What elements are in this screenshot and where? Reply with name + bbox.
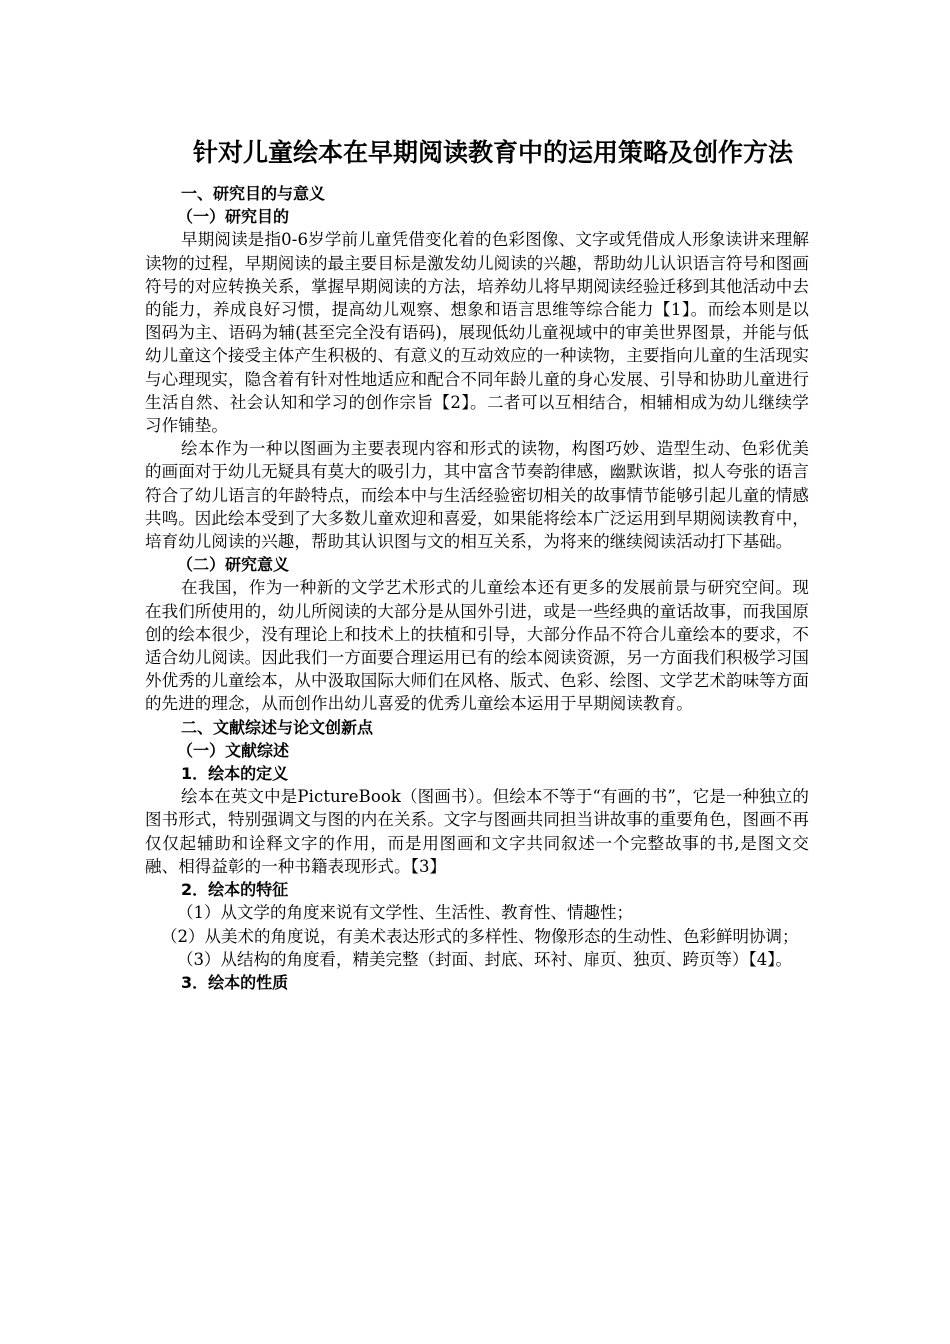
list-item-artistic: （2）从美术的角度说，有美术表达形式的多样性、物像形态的生动性、色彩鲜明协调；: [161, 926, 799, 946]
subsection-heading-purpose: （一）研究目的: [177, 207, 290, 227]
list-item-structural: （3）从结构的角度看，精美完整（封面、封底、环衬、扉页、独页、跨页等）【4】。: [177, 949, 792, 969]
paragraph-purpose-1: 早期阅读是指0-6岁学前儿童凭借变化着的色彩图像、文字或凭借成人形象读讲来理解读物的过程，早期阅读的最主要目标是激发幼儿阅读的兴趣，帮助幼儿认识语言符号和图画符号的对应转换关系，掌握早期阅读的方法，培养幼儿将早期阅读经验迁移到其他活动中去的能力，养成良好习惯，提高幼儿观察、想象和语言思维等综合能力【1】。而绘本则是以图码为主、语码为辅(甚至完全没有语码)，展现低幼儿童视域中的审美世界图景，并能与低幼儿童这个接受主体产生积极的、有意义的互动效应的一种读物，主要指向儿童的生活现实与心理现实，隐含着有针对性地适应和配合不同年龄儿童的身心发展、引导和协助儿童进行生活自然、社会认知和学习的创作宗旨【2】。二者可以互相结合，相辅相成为幼儿继续学习作铺垫。: [145, 230, 809, 436]
list-item-literary: （1）从文学的角度来说有文学性、生活性、教育性、情趣性；: [177, 903, 633, 923]
item-heading-nature: 3．绘本的性质: [181, 972, 289, 992]
paragraph-definition: 绘本在英文中是PictureBook（图画书）。但绘本不等于“有画的书”，它是一种独立的图书形式，特别强调文与图的内在关系。文字与图画共同担当讲故事的重要角色，图画不再仅仅起辅助和诠释文字的作用，而是用图画和文字共同叙述一个完整故事的书,是图文交融、相得益彰的一种书籍表现形式。【3】: [145, 787, 809, 876]
item-heading-definition: 1．绘本的定义: [181, 764, 289, 784]
subsection-heading-significance: （二）研究意义: [177, 555, 290, 575]
section-heading-2: 二、文献综述与论文创新点: [181, 717, 374, 737]
item-heading-features: 2．绘本的特征: [181, 880, 289, 900]
paragraph-significance: 在我国，作为一种新的文学艺术形式的儿童绘本还有更多的发展前景与研究空间。现在我们所使用的，幼儿所阅读的大部分是从国外引进，或是一些经典的童话故事，而我国原创的绘本很少，没有理论上和技术上的扶植和引导，大部分作品不符合儿童绘本的要求，不适合幼儿阅读。因此我们一方面要合理运用已有的绘本阅读资源，另一方面我们积极学习国外优秀的儿童绘本，从中汲取国际大师们在风格、版式、色彩、绘图、文学艺术韵味等方面的先进的理念，从而创作出幼儿喜爱的优秀儿童绘本运用于早期阅读教育。: [145, 578, 809, 714]
document-page: [145, 128, 809, 994]
section-heading-1: 一、研究目的与意义: [181, 184, 326, 203]
paragraph-purpose-2: 绘本作为一种以图画为主要表现内容和形式的读物，构图巧妙、造型生动、色彩优美的画面对于幼儿无疑具有莫大的吸引力，其中富含节奏韵律感，幽默诙谐，拟人夸张的语言符合了幼儿语言的年龄特点，而绘本中与生活经验密切相关的故事情节能够引起儿童的情感共鸣。因此绘本受到了大多数儿童欢迎和喜爱，如果能将绘本广泛运用到早期阅读教育中，培育幼儿阅读的兴趣，帮助其认识图与文的相互关系，为将来的继续阅读活动打下基础。: [145, 439, 809, 552]
page-title: 针对儿童绘本在早期阅读教育中的运用策略及创作方法: [193, 138, 794, 167]
subsection-heading-literature: （一）文献综述: [177, 740, 290, 760]
